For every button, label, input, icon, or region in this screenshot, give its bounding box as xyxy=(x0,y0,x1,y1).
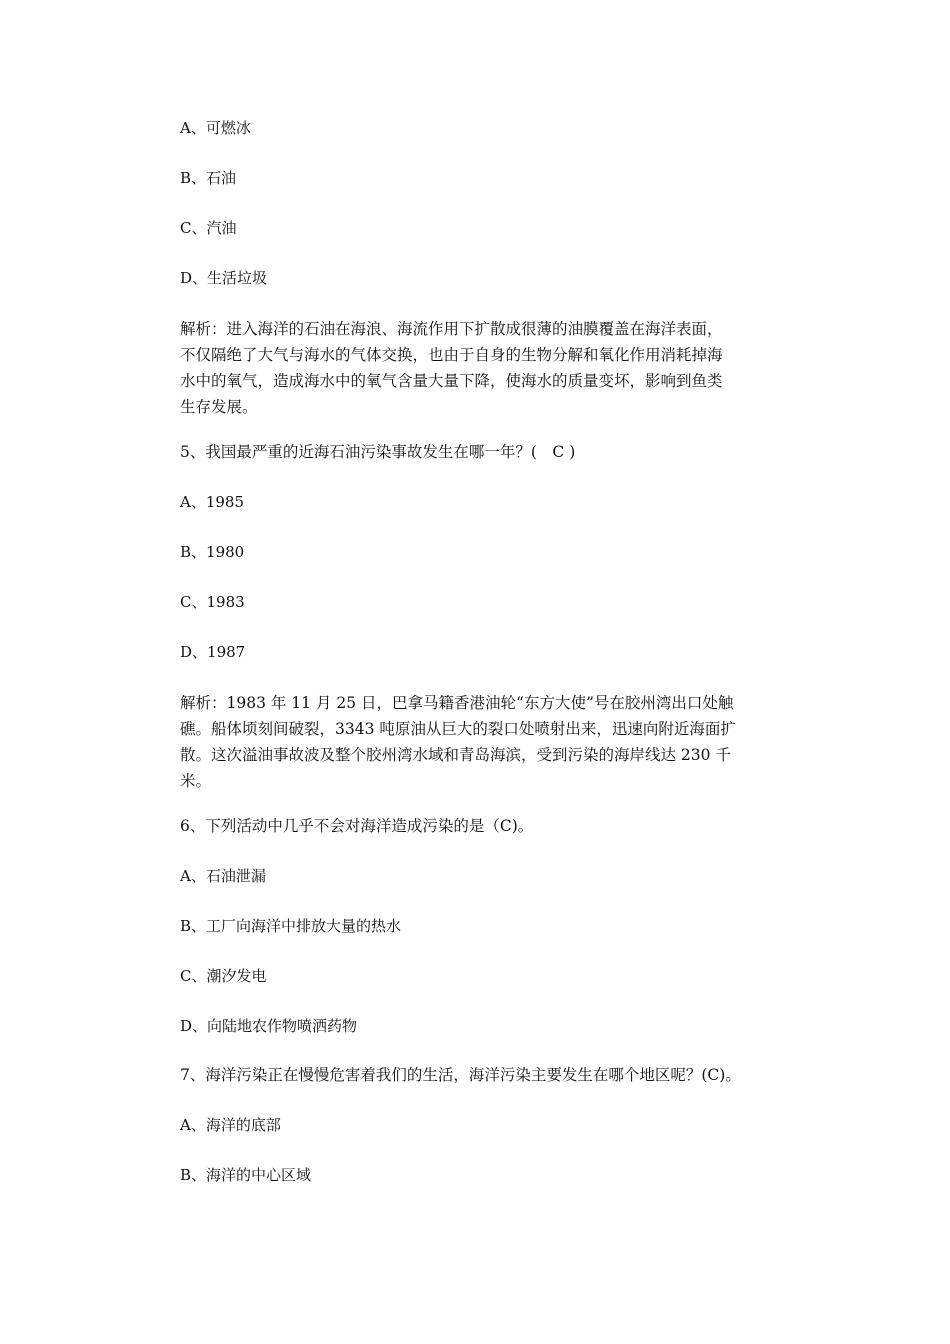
option-a: A、1985 xyxy=(180,493,245,511)
analysis-line: 礁。船体顷刻间破裂，3343 吨原油从巨大的裂口处喷射出来，迅速向附近海面扩 xyxy=(180,720,736,738)
option-a: A、可燃冰 xyxy=(180,119,251,137)
option-c: C、汽油 xyxy=(180,219,237,237)
analysis-line: 生存发展。 xyxy=(180,398,258,416)
analysis-paragraph xyxy=(180,316,780,420)
question-6: 6、下列活动中几乎不会对海洋造成污染的是（C)。 xyxy=(180,817,534,835)
option-c: C、潮汐发电 xyxy=(180,967,267,985)
option-c: C、1983 xyxy=(180,593,245,611)
option-b: B、海洋的中心区域 xyxy=(180,1166,312,1184)
analysis-paragraph xyxy=(180,690,780,794)
analysis-line: 散。这次溢油事故波及整个胶州湾水域和青岛海滨，受到污染的海岸线达 230 千 xyxy=(180,746,731,764)
option-d: D、生活垃圾 xyxy=(180,269,268,287)
option-d: D、向陆地农作物喷洒药物 xyxy=(180,1017,358,1035)
analysis-line: 解析：1983 年 11 月 25 日，巴拿马籍香港油轮“东方大使”号在胶州湾出口处触 xyxy=(180,694,734,712)
analysis-line: 不仅隔绝了大气与海水的气体交换，也由于自身的生物分解和氧化作用消耗掉海 xyxy=(180,346,723,364)
option-b: B、1980 xyxy=(180,543,245,561)
question-5: 5、我国最严重的近海石油污染事故发生在哪一年？( C ) xyxy=(180,443,576,461)
option-d: D、1987 xyxy=(180,643,246,661)
analysis-line: 解析：进入海洋的石油在海浪、海流作用下扩散成很薄的油膜覆盖在海洋表面， xyxy=(180,320,723,338)
analysis-line: 米。 xyxy=(180,772,212,790)
option-a: A、海洋的底部 xyxy=(180,1116,281,1134)
option-b: B、工厂向海洋中排放大量的热水 xyxy=(180,917,402,935)
analysis-line: 水中的氧气，造成海水中的氧气含量大量下降，使海水的质量变坏，影响到鱼类 xyxy=(180,372,723,390)
option-b: B、石油 xyxy=(180,169,237,187)
option-a: A、石油泄漏 xyxy=(180,867,266,885)
question-7: 7、海洋污染正在慢慢危害着我们的生活，海洋污染主要发生在哪个地区呢？(C)。 xyxy=(180,1066,741,1084)
